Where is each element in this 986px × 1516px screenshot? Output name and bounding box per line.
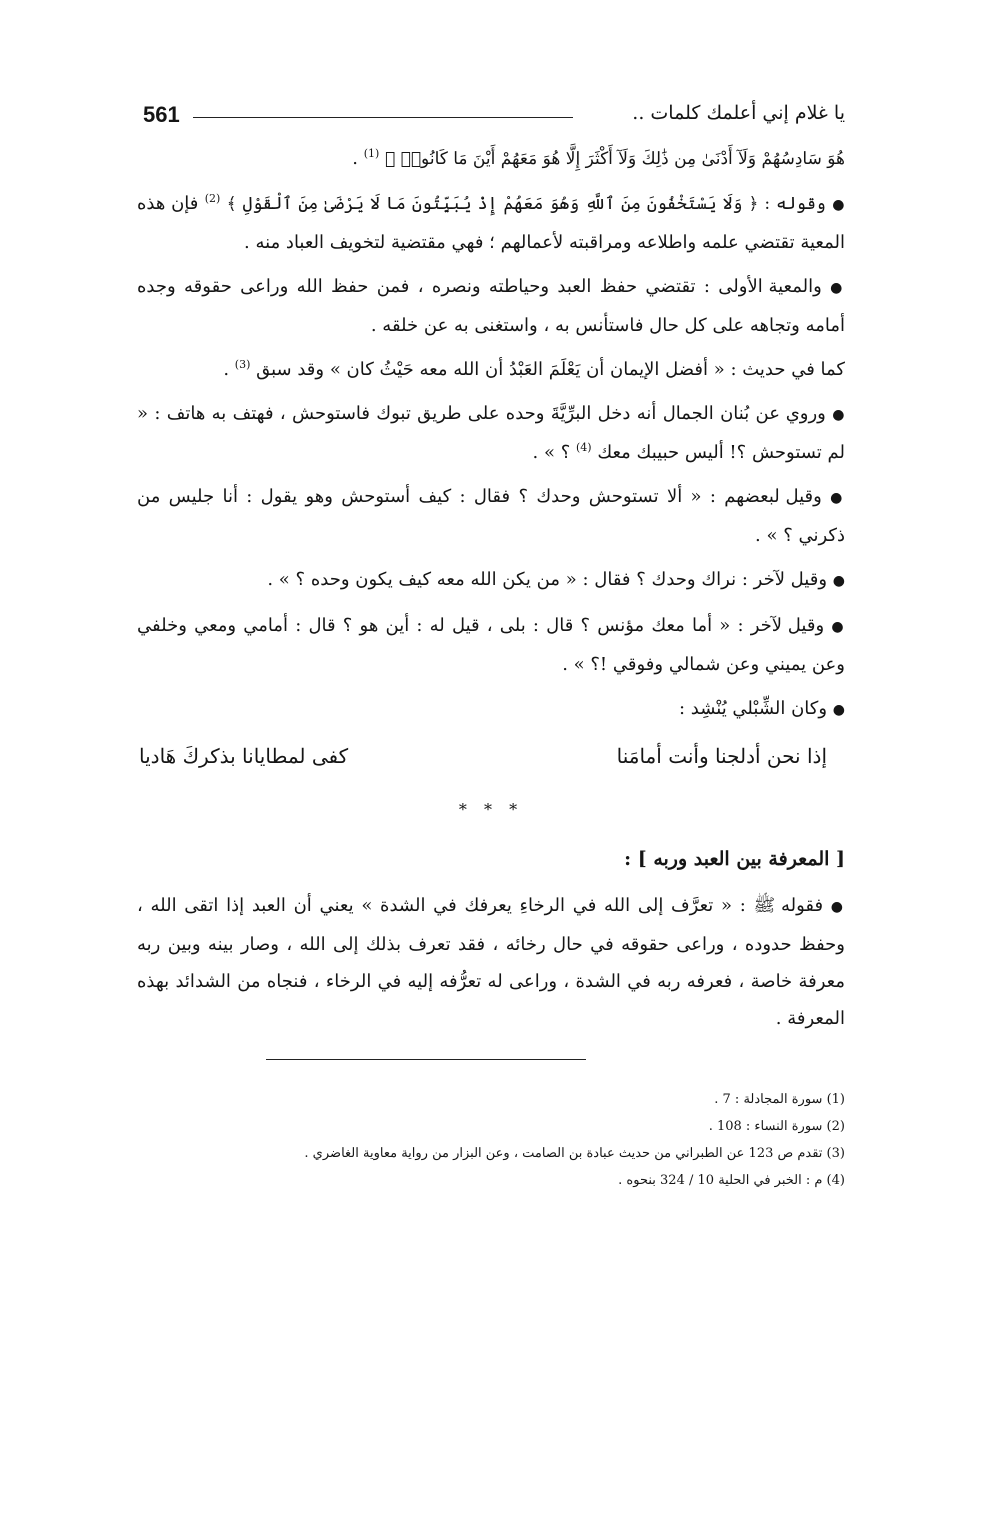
paragraph-first-maiyya <box>137 268 845 344</box>
paragraph-hadith <box>137 351 845 388</box>
section-heading: [ المعرفة بين العبد وربه ] : <box>624 848 845 870</box>
paragraph-end-mark: . <box>352 148 358 169</box>
footnote-ref-2: (2) <box>204 192 221 205</box>
footnotes <box>137 1086 845 1194</box>
footnote-1: (1) سورة المجادلة : 7 . <box>714 1092 845 1107</box>
running-title: يا غلام إني أعلمك كلمات .. <box>632 102 845 124</box>
footnote-2: (2) سورة النساء : 108 . <box>708 1119 845 1134</box>
paragraph-second-verse <box>137 185 845 261</box>
footnote-ref-1: (1) <box>363 147 380 160</box>
header-rule <box>193 117 573 118</box>
paragraph-some-said <box>137 478 845 554</box>
paragraph-text: كما في حديث : « أفضل الإيمان أن يَعْلَمَ العَبْدُ أن الله معه حَيْثُ كان » وقد سبق <box>256 359 845 380</box>
page-header <box>137 100 845 140</box>
bullet-icon: ● <box>832 407 846 423</box>
paragraph-text: فإن هذه المعية تقتضي علمه واطلاعه ومراقبته لأعمالهم ؛ فهي مقتضية لتخويف العباد منه . <box>137 193 845 253</box>
bullet-icon: ● <box>831 619 845 635</box>
paragraph-end-mark: . <box>223 359 230 380</box>
paragraph-text: فقوله ﷺ : « تعرَّف إلى الله في الرخاءِ يعرفك في الشدة » يعني أن العبد إذا اتقى الله ، وحفظ حدوده ، وراعى حقوقه في حال رخائه ، فقد تعرف بذلك إلى الله ، وصار بينه وبين ربه معرفة خاصة ، فعرفه ربه في الشدة ، وراعى له تعرُّفه إليه في الرخاء ، فنجاه من الشدائد بهذه المعرفة . <box>137 895 845 1029</box>
bullet-icon: ● <box>830 899 845 915</box>
paragraph-shibli <box>137 690 845 729</box>
paragraph-text: وقيل لبعضهم : « ألا تستوحش وحدك ؟ فقال : كيف أستوحش وهو يقول : أنا جليس من ذكرني ؟ » . <box>137 486 845 546</box>
quran-verse-text-2: وقوله : ﴿ وَلَا يَسْتَخْفُونَ مِنَ ٱللَّهِ وَهُوَ مَعَهُمْ إِذْ يُبَيِّتُونَ مَا لَا يَرْضَىٰ مِنَ ٱلْقَوْلِ ﴾ <box>226 194 826 214</box>
paragraph-text: وقيل لآخر : « أما معك مؤنس ؟ قال : بلى ، قيل له : أين هو ؟ قال : أمامي ومعي وخلفي وعن يميني وعن شمالي وفوقي !؟ » . <box>137 615 845 675</box>
verse-hemistich-1: إذا نحن أدلجنا وأنت أمامَنا <box>616 744 827 768</box>
paragraph-bunan <box>137 395 845 471</box>
paragraph-text: وقيل لآخر : نراك وحدك ؟ فقال : « من يكن الله معه كيف يكون وحده ؟ » . <box>267 569 828 590</box>
paragraph-another-said <box>137 561 845 600</box>
paragraph-text: وكان الشِّبْلي يُنْشِد : <box>678 698 828 719</box>
footnote-4: (4) م : الخبر في الحلية 10 / 324 بنحوه . <box>618 1173 845 1188</box>
bullet-icon: ● <box>830 490 845 506</box>
footnote-3: (3) تقدم ص 123 عن الطبراني من حديث عبادة بن الصامت ، وعن البزار من رواية معاوية الغاضري . <box>304 1146 845 1161</box>
paragraph-another-said-2 <box>137 607 845 683</box>
bullet-icon: ● <box>832 573 845 589</box>
book-page <box>137 100 845 1194</box>
footnote-rule <box>266 1059 586 1060</box>
page-number: 561 <box>143 102 180 127</box>
verse-hemistich-2: كفى لمطايانا بذكركَ هَاديا <box>139 744 349 768</box>
paragraph-text: وروي عن بُنان الجمال أنه دخل البرِّيَّةَ وحده على طريق تبوك فاستوحش ، فهتف به هاتف : « لم تستوحش ؟! أليس حبيبك معك <box>137 403 845 463</box>
poetry-verse <box>139 736 827 776</box>
paragraph-end-mark: ؟ » . <box>532 442 571 463</box>
paragraph-verse-continuation <box>137 140 845 178</box>
footnote-ref-4: (4) <box>575 441 592 454</box>
paragraph-maarifa <box>137 887 845 1037</box>
footnote-ref-3: (3) <box>234 358 251 371</box>
section-separator: * * * <box>458 800 524 819</box>
quran-verse-text: هُوَ سَادِسُهُمْ وَلَآ أَدْنَىٰ مِن ذَٰلِكَ وَلَآ أَكْثَرَ إِلَّا هُوَ مَعَهُمْ أَيْنَ مَا كَانُوا۟ ﴾ <box>385 149 845 169</box>
bullet-icon: ● <box>832 197 845 213</box>
bullet-icon: ● <box>830 280 846 296</box>
bullet-icon: ● <box>832 702 845 718</box>
paragraph-text: والمعية الأولى : تقتضي حفظ العبد وحياطته ونصره ، فمن حفظ الله وراعى حقوقه وجده أمامه وتجاهه على كل حال فاستأنس به ، واستغنى به عن خلقه . <box>137 276 845 336</box>
